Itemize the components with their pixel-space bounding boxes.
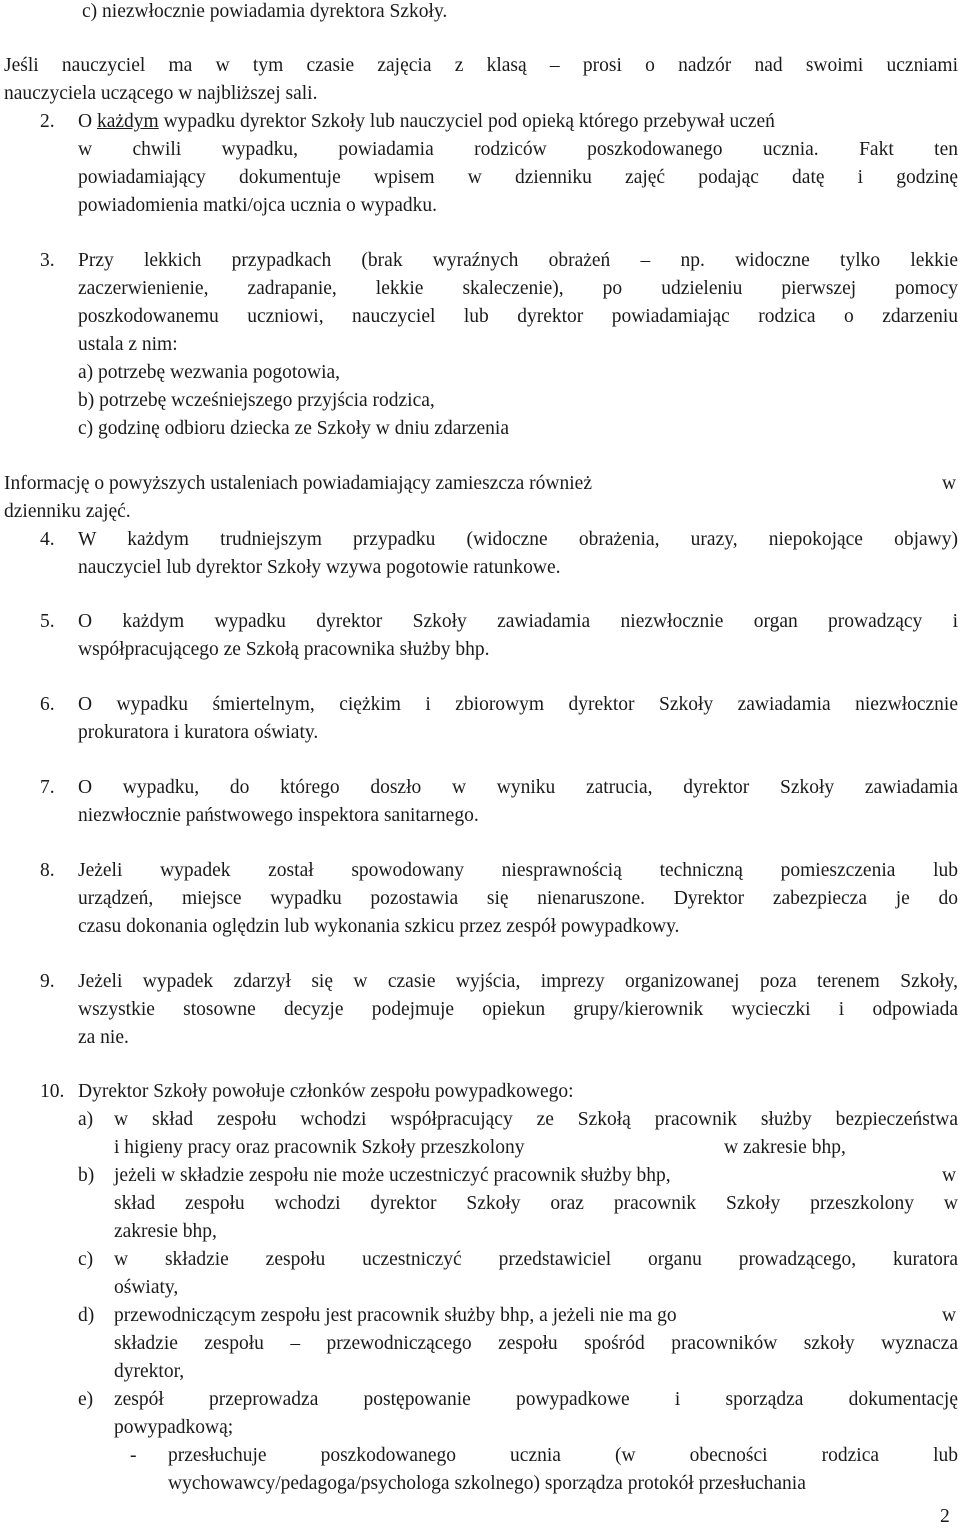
list-number: 10.: [40, 1081, 65, 1102]
list-letter: c): [78, 1249, 94, 1270]
list-number: 6.: [40, 694, 55, 715]
text-line: jeżeli w składzie zespołu nie może uczestniczyć pracownik służby bhp,: [114, 1165, 671, 1186]
text-line: Jeśli nauczyciel ma w tym czasie zajęcia z klasą – prosi o nadzór nad swoimi uczniami: [4, 55, 958, 76]
text-line: skład zespołu wchodzi dyrektor Szkoły oraz pracownik Szkoły przeszkolony w: [114, 1193, 958, 1214]
list-number: 5.: [40, 611, 55, 632]
text-line: c) godzinę odbioru dziecka ze Szkoły w dniu zdarzenia: [78, 418, 509, 439]
text-line: a) potrzebę wezwania pogotowia,: [78, 362, 341, 383]
text-line: zaczerwienienie, zadrapanie, lekkie skaleczenie), po udzieleniu pierwszej pomocy: [78, 278, 958, 299]
text-line: w składzie zespołu uczestniczyć przedstawiciel organu prowadzącego, kuratora: [114, 1249, 958, 1270]
list-number: 7.: [40, 777, 55, 798]
text-line: zakresie bhp,: [114, 1221, 217, 1242]
text-line: nauczyciel lub dyrektor Szkoły wzywa pogotowie ratunkowe.: [78, 557, 561, 578]
text-line: b) potrzebę wcześniejszego przyjścia rodzica,: [78, 390, 435, 411]
text-word: w: [942, 473, 957, 494]
list-letter: d): [78, 1305, 95, 1326]
text-line: ustala z nim:: [78, 334, 178, 355]
text-line: przesłuchuje poszkodowanego ucznia (w obecności rodzica lub: [168, 1445, 958, 1466]
text-line: dzienniku zajęć.: [4, 501, 131, 522]
text-word: w: [942, 1165, 957, 1186]
text-line: W każdym trudniejszym przypadku (widoczne obrażenia, urazy, niepokojące objawy): [78, 529, 958, 550]
list-number: 9.: [40, 971, 55, 992]
text-line: dyrektor,: [114, 1361, 185, 1382]
text-span: wypadku dyrektor Szkoły lub nauczyciel pod opieką którego przebywał uczeń: [158, 111, 775, 132]
list-number: 8.: [40, 860, 55, 881]
text-line: wszystkie stosowne decyzje podejmuje opiekun grupy/kierownik wycieczki i odpowiada: [78, 999, 958, 1020]
text-line: urządzeń, miejsce wypadku pozostawia się nienaruszone. Dyrektor zabezpiecza je do: [78, 888, 958, 909]
text-line: [78, 108, 958, 136]
text-line: w skład zespołu wchodzi współpracujący ze Szkołą pracownik służby bezpieczeństwa: [114, 1109, 958, 1130]
list-number: 2.: [40, 111, 55, 132]
text-line: Jeżeli wypadek został spowodowany niesprawnością techniczną pomieszczenia lub: [78, 860, 958, 881]
list-number: 4.: [40, 529, 55, 550]
text-line: niezwłocznie państwowego inspektora sanitarnego.: [78, 805, 479, 826]
text-line: wychowawcy/pedagoga/psychologa szkolnego) sporządza protokół przesłuchania: [168, 1473, 806, 1494]
text-line: oświaty,: [114, 1277, 179, 1298]
text-line: w zakresie bhp,: [724, 1137, 846, 1158]
text-line: współpracującego ze Szkołą pracownika służby bhp.: [78, 639, 490, 660]
text-line: prokuratora i kuratora oświaty.: [78, 722, 319, 743]
text-line: O każdym wypadku dyrektor Szkoły zawiadamia niezwłocznie organ prowadzący i: [78, 611, 958, 632]
text-line: Jeżeli wypadek zdarzył się w czasie wyjścia, imprezy organizowanej poza terenem Szkoły,: [78, 971, 958, 992]
text-line: O wypadku śmiertelnym, ciężkim i zbiorowym dyrektor Szkoły zawiadamia niezwłocznie: [78, 694, 958, 715]
text-line: za nie.: [78, 1027, 129, 1048]
underlined-word: każdym: [96, 111, 159, 132]
text-line: zespół przeprowadza postępowanie powypadkowe i sporządza dokumentację: [114, 1389, 958, 1410]
text-span: O: [78, 111, 97, 132]
text-line: poszkodowanemu uczniowi, nauczyciel lub dyrektor powiadamiając rodzica o zdarzeniu: [78, 306, 958, 327]
text-line: Informację o powyższych ustaleniach powiadamiający zamieszcza również: [4, 473, 592, 494]
text-line: powypadkową;: [114, 1417, 234, 1438]
list-letter: e): [78, 1389, 94, 1410]
text-line: O wypadku, do którego doszło w wyniku zatrucia, dyrektor Szkoły zawiadamia: [78, 777, 958, 798]
text-line: Przy lekkich przypadkach (brak wyraźnych obrażeń – np. widoczne tylko lekkie: [78, 250, 958, 271]
list-letter: b): [78, 1165, 95, 1186]
text-line: i higieny pracy oraz pracownik Szkoły przeszkolony: [114, 1137, 525, 1158]
list-letter: a): [78, 1109, 94, 1130]
text-word: w: [942, 1305, 957, 1326]
bullet-dash: -: [130, 1445, 137, 1466]
text-line: powiadamiający dokumentuje wpisem w dzienniku zajęć podając datę i godzinę: [78, 167, 958, 188]
text-line: c) niezwłocznie powiadamia dyrektora Szkoły.: [82, 1, 448, 22]
text-line: przewodniczącym zespołu jest pracownik służby bhp, a jeżeli nie ma go: [114, 1305, 677, 1326]
text-line: w chwili wypadku, powiadamia rodziców poszkodowanego ucznia. Fakt ten: [78, 139, 958, 160]
text-line: Dyrektor Szkoły powołuje członków zespołu powypadkowego:: [78, 1081, 574, 1102]
page-number: 2: [940, 1506, 950, 1527]
text-line: powiadomienia matki/ojca ucznia o wypadku.: [78, 195, 438, 216]
list-number: 3.: [40, 250, 55, 271]
text-line: składzie zespołu – przewodniczącego zespołu spośród pracowników szkoły wyznacza: [114, 1333, 958, 1354]
text-line: czasu dokonania oględzin lub wykonania szkicu przez zespół powypadkowy.: [78, 916, 680, 937]
text-line: nauczyciela uczącego w najbliższej sali.: [4, 83, 318, 104]
